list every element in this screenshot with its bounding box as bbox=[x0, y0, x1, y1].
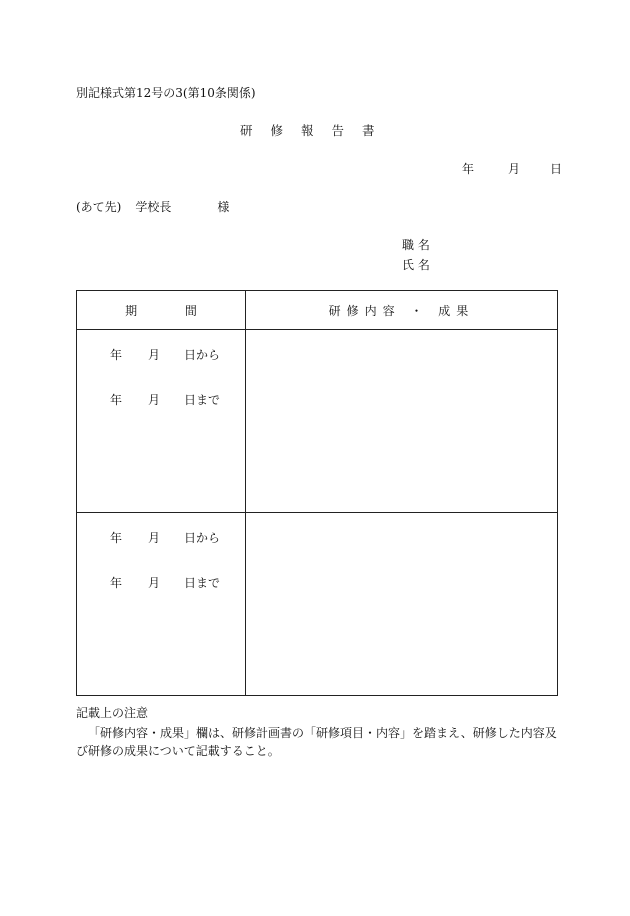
position-label: 職 名 bbox=[402, 238, 430, 252]
to-day: 日まで bbox=[184, 576, 221, 590]
content-cell[interactable] bbox=[246, 330, 558, 513]
table-row bbox=[77, 330, 558, 513]
from-day: 日から bbox=[184, 348, 221, 362]
table-row bbox=[77, 513, 558, 696]
content-cell[interactable] bbox=[246, 513, 558, 696]
date-month-label: 月 bbox=[508, 162, 521, 176]
header-period: 期 間 bbox=[77, 291, 246, 330]
from-month: 月 bbox=[148, 348, 161, 362]
date-line bbox=[462, 160, 562, 177]
addressee-recipient: 学校長 bbox=[135, 200, 172, 214]
notes-heading: 記載上の注意 bbox=[76, 706, 149, 720]
form-reference: 別記様式第12号の3(第10条関係) bbox=[76, 86, 256, 100]
table-header-row bbox=[77, 291, 558, 330]
date-year-label: 年 bbox=[462, 162, 475, 176]
to-year: 年 bbox=[110, 393, 123, 407]
date-day-label: 日 bbox=[550, 162, 563, 176]
from-month: 月 bbox=[148, 531, 161, 545]
from-day: 日から bbox=[184, 531, 221, 545]
to-month: 月 bbox=[148, 576, 161, 590]
period-from bbox=[110, 346, 220, 363]
notes-text: 「研修内容・成果」欄は、研修計画書の「研修項目・内容」を踏まえ、研修した内容及び研修の成果について記載すること。 bbox=[76, 726, 557, 758]
period-to bbox=[110, 574, 220, 591]
document-title: 研修報告書 bbox=[240, 123, 393, 138]
to-year: 年 bbox=[110, 576, 123, 590]
from-year: 年 bbox=[110, 531, 123, 545]
addressee-honorific: 様 bbox=[217, 200, 230, 214]
to-day: 日まで bbox=[184, 393, 221, 407]
addressee-prefix: (あて先) bbox=[76, 200, 122, 214]
period-from bbox=[110, 529, 220, 546]
addressee-line bbox=[76, 198, 229, 215]
period-cell bbox=[77, 330, 246, 513]
period-to bbox=[110, 391, 220, 408]
to-month: 月 bbox=[148, 393, 161, 407]
report-table bbox=[76, 290, 558, 696]
from-year: 年 bbox=[110, 348, 123, 362]
period-cell bbox=[77, 513, 246, 696]
name-label: 氏 名 bbox=[402, 258, 430, 272]
header-content: 研修内容 ・ 成果 bbox=[246, 291, 558, 330]
